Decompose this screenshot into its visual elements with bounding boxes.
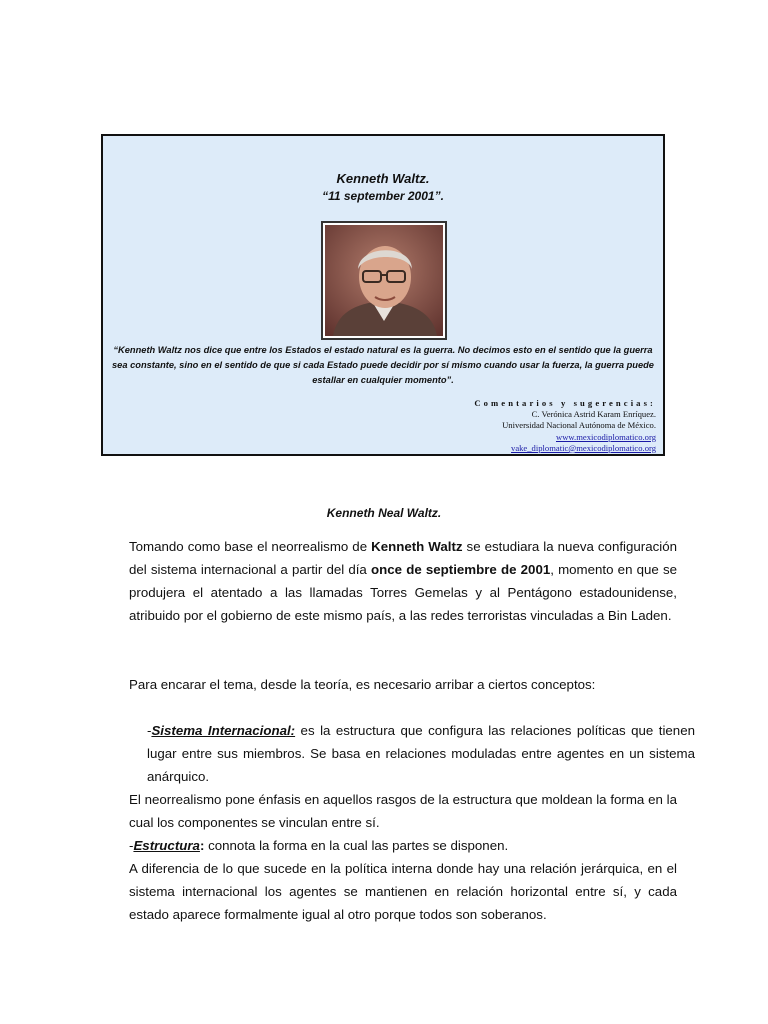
paragraph-concepts: Para encarar el tema, desde la teoría, es necesario arribar a ciertos conceptos: xyxy=(129,677,596,692)
document-title: Kenneth Neal Waltz. xyxy=(326,506,442,520)
estructura-definition: connota la forma en la cual las partes se disponen. xyxy=(204,838,509,853)
portrait-image xyxy=(325,225,443,336)
box-title: Kenneth Waltz. xyxy=(336,171,430,186)
estructura-colon: : xyxy=(199,838,205,853)
credits-author: C. Verónica Astrid Karam Enríquez. xyxy=(531,409,656,420)
box-subtitle: “11 september 2001”. xyxy=(322,189,444,203)
intro-text-a: Tomando como base el neorrealismo de xyxy=(129,539,372,554)
website-link[interactable]: www.mexicodiplomatico.org xyxy=(555,431,656,442)
paragraph-estructura xyxy=(110,834,677,857)
header-box xyxy=(101,134,665,456)
sistema-definition: es la estructura que configura las relaciones políticas que tienen lugar entre sus miembros. Se basa en relaciones moduladas entre agentes en un sistema anárquico. xyxy=(147,723,695,784)
term-estructura: Estructura xyxy=(133,838,200,853)
paragraph-diferencia: A diferencia de lo que sucede en la política interna donde hay una relación jerárquica, en el sistema internacional los agentes se mantienen en relación horizontal entre sí, y cada estado aparece formalmente igual al otro porque todos son soberanos. xyxy=(129,861,677,922)
sistema-dash: - xyxy=(147,723,152,738)
intro-name-bold: Kenneth Waltz xyxy=(371,539,463,554)
email-link[interactable]: vake_diplomatic@mexicodiplomatico.org xyxy=(511,442,656,453)
quote-text: “Kenneth Waltz nos dice que entre los Estados el estado natural es la guerra. No decimos esto en el sentido que la guerra sea constante, sino en el sentido de que si cada Estado puede decidir por sí mismo cuando usar la fuerza, la guerra puede estallar en cualquier momento”. xyxy=(112,345,654,385)
portrait-photo xyxy=(321,221,447,340)
paragraph-intro xyxy=(110,535,677,627)
credits-institution: Universidad Nacional Autónoma de México. xyxy=(502,420,656,431)
term-sistema-internacional: Sistema Internacional: xyxy=(151,723,296,738)
intro-date-bold: once de septiembre de 2001 xyxy=(371,562,551,577)
paragraph-neorrealismo: El neorrealismo pone énfasis en aquellos rasgos de la estructura que moldean la forma en la cual los componentes se vinculan entre sí. xyxy=(129,792,677,830)
estructura-dash: - xyxy=(129,838,134,853)
intro-text-c: se estudiara la nueva configuración del sistema internacional a partir del día xyxy=(129,539,677,577)
paragraph-sistema-internacional xyxy=(110,719,695,788)
intro-text-e: , momento en que se produjera el atentado a las llamadas Torres Gemelas y al Pentágono estadounidense, atribuido por el gobierno de este mismo país, a las redes terroristas vinculadas a Bin Laden. xyxy=(129,562,678,623)
credits-block xyxy=(474,398,656,454)
credits-heading: Comentarios y sugerencias: xyxy=(474,398,656,408)
